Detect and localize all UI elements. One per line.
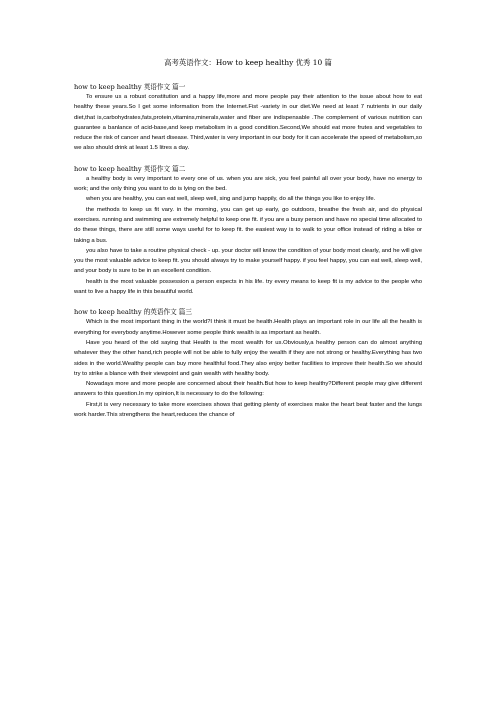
paragraph: First,it is very necessary to take more exercises shows that getting plenty of exercises make the heart beat faster and the lungs work harder.This strengthens the heart,reduces the chance of	[74, 401, 422, 419]
paragraph: Which is the most important thing in the world?I think it must be health.Health plays an important role in our life all the health is everything for everybody anytime.However some people think wealth is as important as health.	[74, 319, 422, 336]
essay-section-1	[74, 82, 422, 154]
section-spacer	[74, 297, 422, 307]
section-heading: how to keep healthy 英语作文 篇一	[74, 83, 186, 91]
section-spacer	[74, 154, 422, 164]
document-title: 高考英语作文：How to keep healthy 优秀 10 篇	[164, 58, 332, 67]
paragraph: when you are healthy, you can eat well, sleep well, sing and jump happily, do all the things you like to enjoy life.	[86, 196, 376, 203]
document-body	[74, 82, 422, 420]
essay-section-2	[74, 164, 422, 298]
paragraph: To ensure us a robust constitution and a happy life,more and more people pay their attention to the issue about how to eat healthy these years.So I get some information from the Internet.Fist -variety in our diet.We need at least 7 nutrients in our daily diet,that is,carbohydrates,fats,protein,vitamins,minerals,water and fiber are indispensable .The complement of various nutrition can guarantee a banlance of acid-base,and keep metabolism in a good condition.Second,We should eat more frutes and vegetables to reduce the risk of cancer and heart disease. Third,water is very important in our body for it can accelerate the speed of metabolism,so we also should drink at least 1.5 litres a day.	[74, 94, 422, 152]
paragraph: the methods to keep us fit vary. in the morning, you can get up early, go outdoors, breathe the fresh air, and do physical exercises. running and swimming are extremely helpful to keep one fit. if you are a busy person and have no special time allocated to do these things, there are still some ways useful for to keep fit. the easiest way is to walk to your office instead of riding a bike or taking a bus.	[74, 206, 422, 244]
paragraph: Have you heard of the old saying that Health is the most wealth for us.Obviously,a healthy person can do almost anything whatever they the other hand,rich people will not be able to fully enjoy the wealth if they are not strong or healthy.Everything has two sides in the world.Wealthy people can buy more healthful food.They also enjoy better facilities to improve their health.So we should try to strike a blance with their viewpoint and gain wealth with healthy body.	[74, 339, 422, 377]
section-heading: how to keep healthy 的英语作文 篇三	[74, 308, 192, 317]
paragraph: you also have to take a routine physical check - up. your doctor will know the condition of your body most clearly, and he will give you the most valuable advice to keep fit. you should always try to make yourself happy. if you feel happy, you can eat well, sleep well, and your body is sure to be in an excellent condition.	[74, 247, 422, 275]
essay-section-3	[74, 307, 422, 420]
paragraph: Nowadays more and more people are concerned about their health.But how to keep healthy?Different people may give different answers to this question.In my opinion,It is necessary to do the following:	[74, 381, 422, 398]
paragraph: health is the most valuable possession a person expects in his life. try every means to keep fit is my advice to the people who want to live a happy life in this beautiful world.	[74, 278, 422, 296]
paragraph: a healthy body is very important to every one of us. when you are sick, you feel painful all over your body, have no energy to work; and the only thing you want to do is lying on the bed.	[74, 175, 422, 193]
section-heading: how to keep healthy 英语作文 篇二	[74, 164, 186, 173]
